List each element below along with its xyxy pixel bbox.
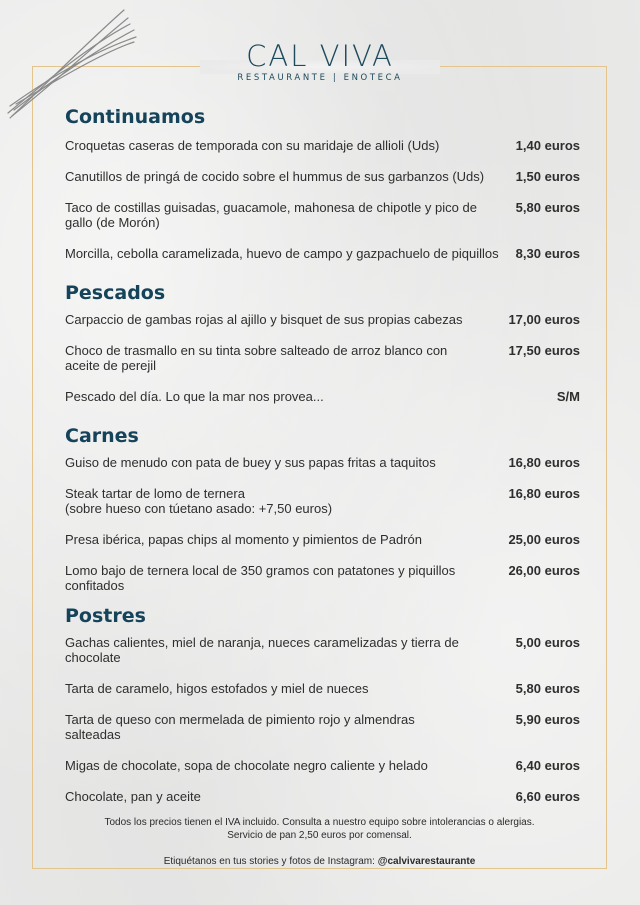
item-price: 5,80 euros xyxy=(515,200,580,215)
item-price: S/M xyxy=(556,389,580,404)
footer-vat-note: Todos los precios tienen el IVA incluido. Consulta a nuestro equipo sobre intolerancias o alergias. xyxy=(104,817,535,828)
instagram-prefix: Etiquétanos en tus stories y fotos de Instagram: xyxy=(163,856,378,867)
item-name: Pescado del día. Lo que la mar nos provea... xyxy=(65,389,324,404)
item-name: Taco de costillas guisadas, guacamole, mahonesa de chipotle y pico de gallo (de Morón) xyxy=(65,200,477,230)
item-price: 5,80 euros xyxy=(515,681,580,696)
item-price: 6,40 euros xyxy=(515,758,580,773)
item-name: Lomo bajo de ternera local de 350 gramos con patatones y piquillos confitados xyxy=(65,563,456,593)
section-continuamos xyxy=(65,104,580,261)
menu-item xyxy=(65,343,580,373)
item-name: Canutillos de pringá de cocido sobre el hummus de sus garbanzos (Uds) xyxy=(65,169,485,184)
item-price: 17,00 euros xyxy=(508,312,580,327)
item-name: Tarta de queso con mermelada de pimiento rojo y almendras salteadas xyxy=(65,712,415,742)
item-name: Gachas calientes, miel de naranja, nueces caramelizadas y tierra de chocolate xyxy=(65,635,459,665)
restaurant-logo xyxy=(220,40,420,83)
item-name: Tarta de caramelo, higos estofados y miel de nueces xyxy=(65,681,369,696)
menu-item xyxy=(65,789,580,804)
menu-item xyxy=(65,138,580,153)
section-title: Continuamos xyxy=(65,106,206,128)
menu-item xyxy=(65,532,580,547)
item-name: Guiso de menudo con pata de buey y sus papas fritas a taquitos xyxy=(65,455,436,470)
footer-instagram xyxy=(32,855,607,868)
logo-subtitle: RESTAURANTE | ENOTECA xyxy=(237,73,403,83)
item-name: Croquetas caseras de temporada con su maridaje de allioli (Uds) xyxy=(65,138,440,153)
section-pescados xyxy=(65,280,580,404)
menu-item xyxy=(65,486,580,516)
item-name: Morcilla, cebolla caramelizada, huevo de campo y gazpachuelo de piquillos xyxy=(65,246,499,261)
menu-item xyxy=(65,563,580,593)
item-name: Chocolate, pan y aceite xyxy=(65,789,201,804)
item-name: Presa ibérica, papas chips al momento y pimientos de Padrón xyxy=(65,532,422,547)
item-name-line2: (sobre hueso con túetano asado: +7,50 euros) xyxy=(65,501,333,516)
section-postres xyxy=(65,603,580,804)
item-price: 1,50 euros xyxy=(515,169,580,184)
item-name xyxy=(65,486,501,516)
menu-item xyxy=(65,712,580,742)
menu-item xyxy=(65,455,580,470)
menu-item xyxy=(65,169,580,184)
section-title: Pescados xyxy=(65,282,166,304)
logo-title: CAL VIVA xyxy=(246,39,394,73)
item-price: 17,50 euros xyxy=(508,343,580,358)
item-name-line1: Steak tartar de lomo de ternera xyxy=(65,486,245,501)
menu-item xyxy=(65,635,580,665)
section-title: Postres xyxy=(65,605,146,627)
item-price: 16,80 euros xyxy=(508,455,580,470)
item-price: 5,90 euros xyxy=(515,712,580,727)
footer-bread-note: Servicio de pan 2,50 euros por comensal. xyxy=(227,830,412,841)
item-price: 6,60 euros xyxy=(515,789,580,804)
menu-item xyxy=(65,312,580,327)
item-name: Choco de trasmallo en su tinta sobre salteado de arroz blanco con aceite de perejil xyxy=(65,343,448,373)
item-name: Carpaccio de gambas rojas al ajillo y bisquet de sus propias cabezas xyxy=(65,312,463,327)
menu-item xyxy=(65,200,580,230)
menu-item xyxy=(65,681,580,696)
item-price: 16,80 euros xyxy=(508,486,580,501)
item-price: 8,30 euros xyxy=(515,246,580,261)
item-name: Migas de chocolate, sopa de chocolate negro caliente y helado xyxy=(65,758,428,773)
instagram-handle[interactable]: @calvivarestaurante xyxy=(377,856,476,867)
item-price: 25,00 euros xyxy=(508,532,580,547)
menu-item xyxy=(65,389,580,404)
menu-item xyxy=(65,246,580,261)
section-title: Carnes xyxy=(65,425,139,447)
menu-footer xyxy=(32,816,607,868)
item-price: 5,00 euros xyxy=(515,635,580,650)
item-price: 1,40 euros xyxy=(515,138,580,153)
menu-item xyxy=(65,758,580,773)
section-carnes xyxy=(65,423,580,593)
item-price: 26,00 euros xyxy=(508,563,580,578)
